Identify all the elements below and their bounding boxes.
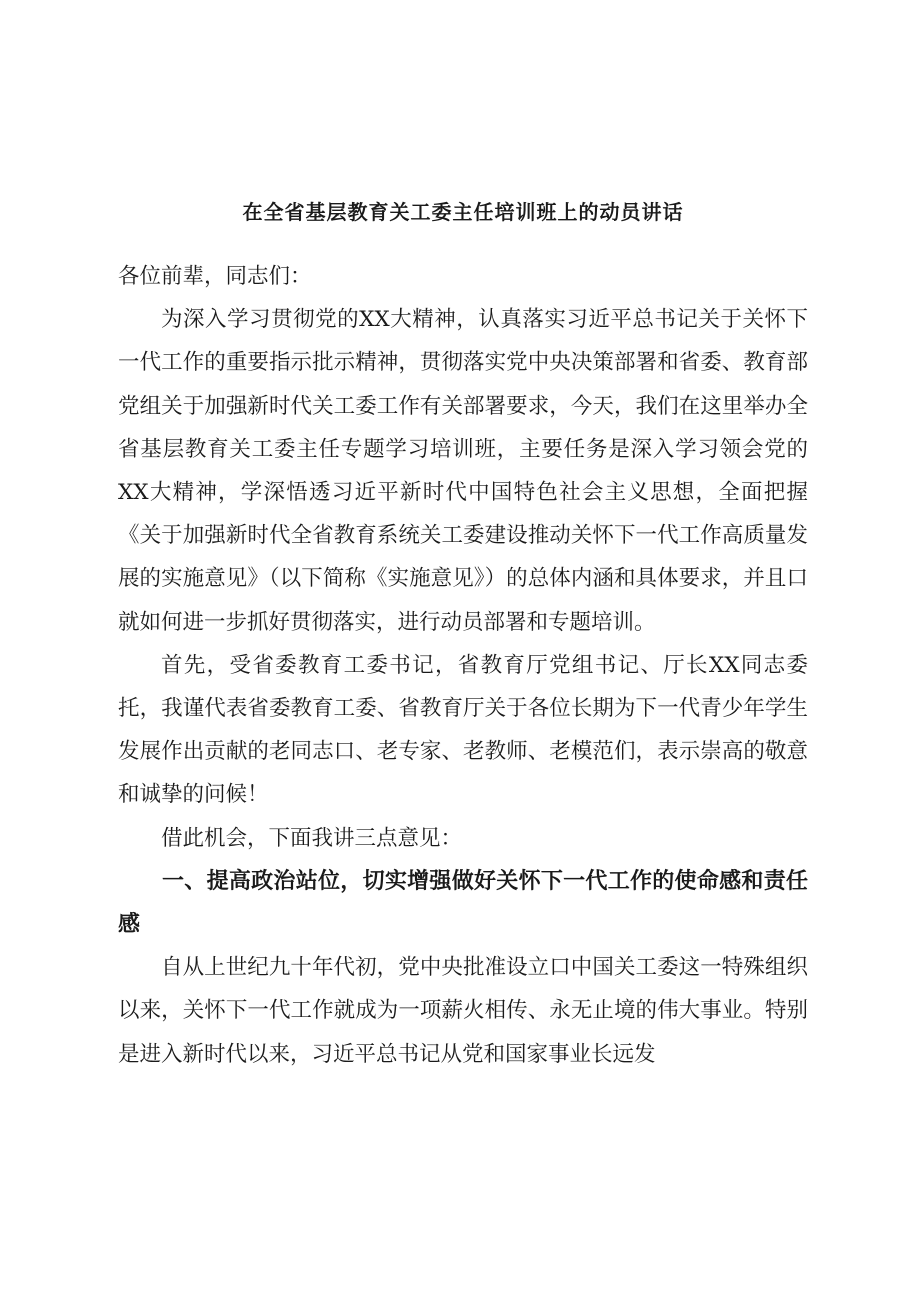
section-paragraph: 自从上世纪九十年代初，党中央批准设立口中国关工委这一特殊组织以来，关怀下一代工作就成为一项薪火相传、永无止境的伟大事业。特别是进入新时代以来，习近平总书记从党和国家事业长远发 — [118, 955, 808, 1067]
paragraph-intro: 为深入学习贯彻党的XX大精神，认真落实习近平总书记关于关怀下一代工作的重要指示批示精神，贯彻落实党中央决策部署和省委、教育部党组关于加强新时代关工委工作有关部署要求，今天，我们在这里举办全省基层教育关工委主任专题学习培训班，主要任务是深入学习领会党的XX大精神，学深悟透习近平新时代中国特色社会主义思想，全面把握《关于加强新时代全省教育系统关工委建设推动关怀下一代工作高质量发展的实施意见》（以下简称《实施意见》）的总体内涵和具体要求，并且口就如何进一步抓好贯彻落实，进行动员部署和专题培训。 — [118, 307, 808, 635]
document-title: 在全省基层教育关工委主任培训班上的动员讲话 — [242, 200, 684, 224]
paragraph-greeting: 首先，受省委教育工委书记，省教育厅党组书记、厅长XX同志委托，我谨代表省委教育工委、省教育厅关于各位长期为下一代青少年学生发展作出贡献的老同志口、老专家、老教师、老模范们，表示崇高的敬意和诚挚的问候！ — [118, 652, 808, 808]
salutation: 各位前辈，同志们： — [118, 264, 312, 289]
section-heading: 一、提高政治站位，切实增强做好关怀下一代工作的使命感和责任感 — [118, 868, 808, 938]
document-body — [118, 255, 808, 1076]
paragraph-transition: 借此机会，下面我讲三点意见： — [161, 825, 463, 851]
